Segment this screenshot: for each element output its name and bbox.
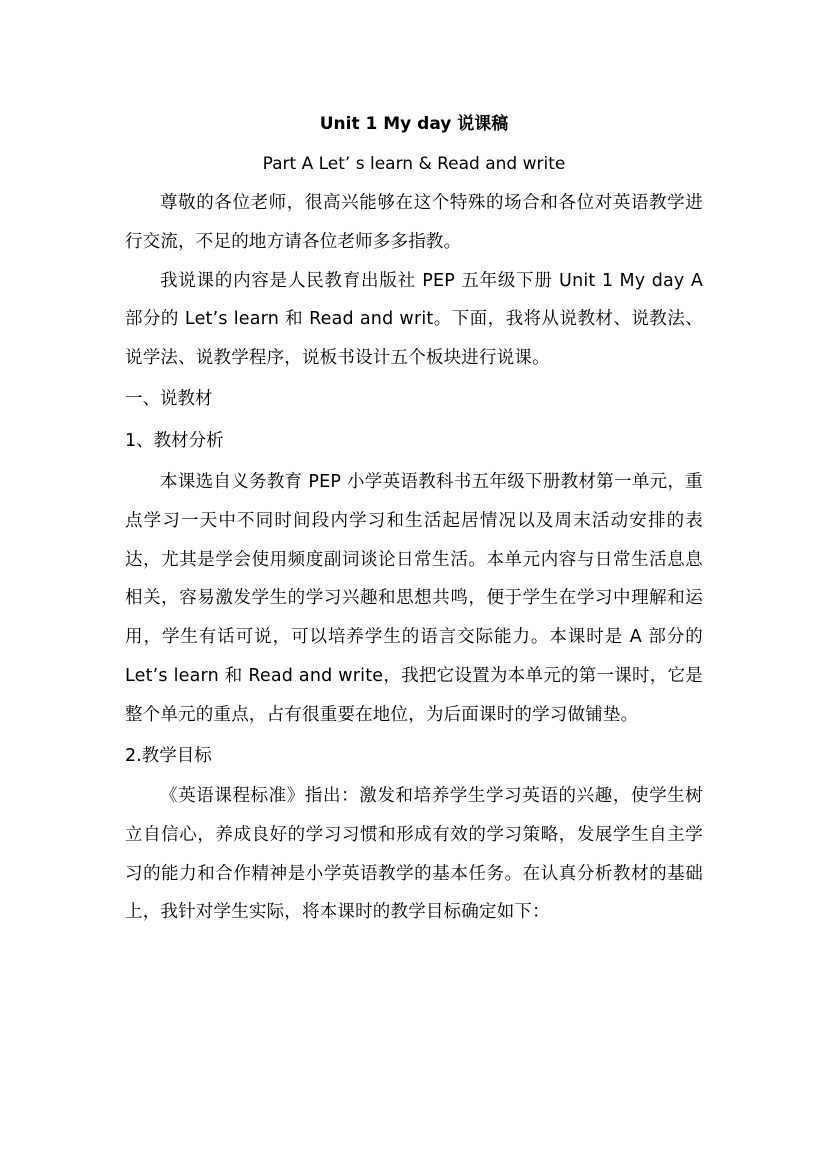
analysis-paragraph: 本课选自义务教育 PEP 小学英语教科书五年级下册教材第一单元，重点学习一天中不同时间段内学习和生活起居情况以及周末活动安排的表达，尤其是学会使用频度副词谈论日常生活。本单元内容与日常生活息息相关，容易激发学生的学习兴趣和思想共鸣，便于学生在学习中理解和运用，学生有话可说，可以培养学生的语言交际能力。本课时是 A 部分的 Let’s learn 和 Read and write，我把它设置为本单元的第一课时，它是整个单元的重点，占有很重要在地位，为后面课时的学习做铺垫。 xyxy=(125,471,703,725)
subsection-heading-objectives: 2.教学目标 xyxy=(125,745,212,766)
document-body xyxy=(125,104,703,932)
objectives-paragraph: 《英语课程标准》指出：激发和培养学生学习英语的兴趣，使学生树立自信心，养成良好的学习习惯和形成有效的学习策略，发展学生自主学习的能力和合作精神是小学英语教学的基本任务。在认真分析教材的基础上，我针对学生实际，将本课时的教学目标确定如下： xyxy=(125,786,703,923)
document-title: Unit 1 My day 说课稿 xyxy=(319,114,509,134)
intro-paragraph: 尊敬的各位老师，很高兴能够在这个特殊的场合和各位对英语教学进行交流，不足的地方请各位老师多多指教。 xyxy=(125,193,703,252)
section-heading-textbook: 一、说教材 xyxy=(125,388,213,409)
subsection-heading-analysis: 1、教材分析 xyxy=(125,431,224,452)
document-subtitle: Part A Let’ s learn & Read and write xyxy=(262,154,566,174)
content-paragraph: 我说课的内容是人民教育出版社 PEP 五年级下册 Unit 1 My day A 部分的 Let’s learn 和 Read and writ。下面，我将从说教材、说教法、说学法、说教学程序，说板书设计五个板块进行说课。 xyxy=(125,270,703,369)
